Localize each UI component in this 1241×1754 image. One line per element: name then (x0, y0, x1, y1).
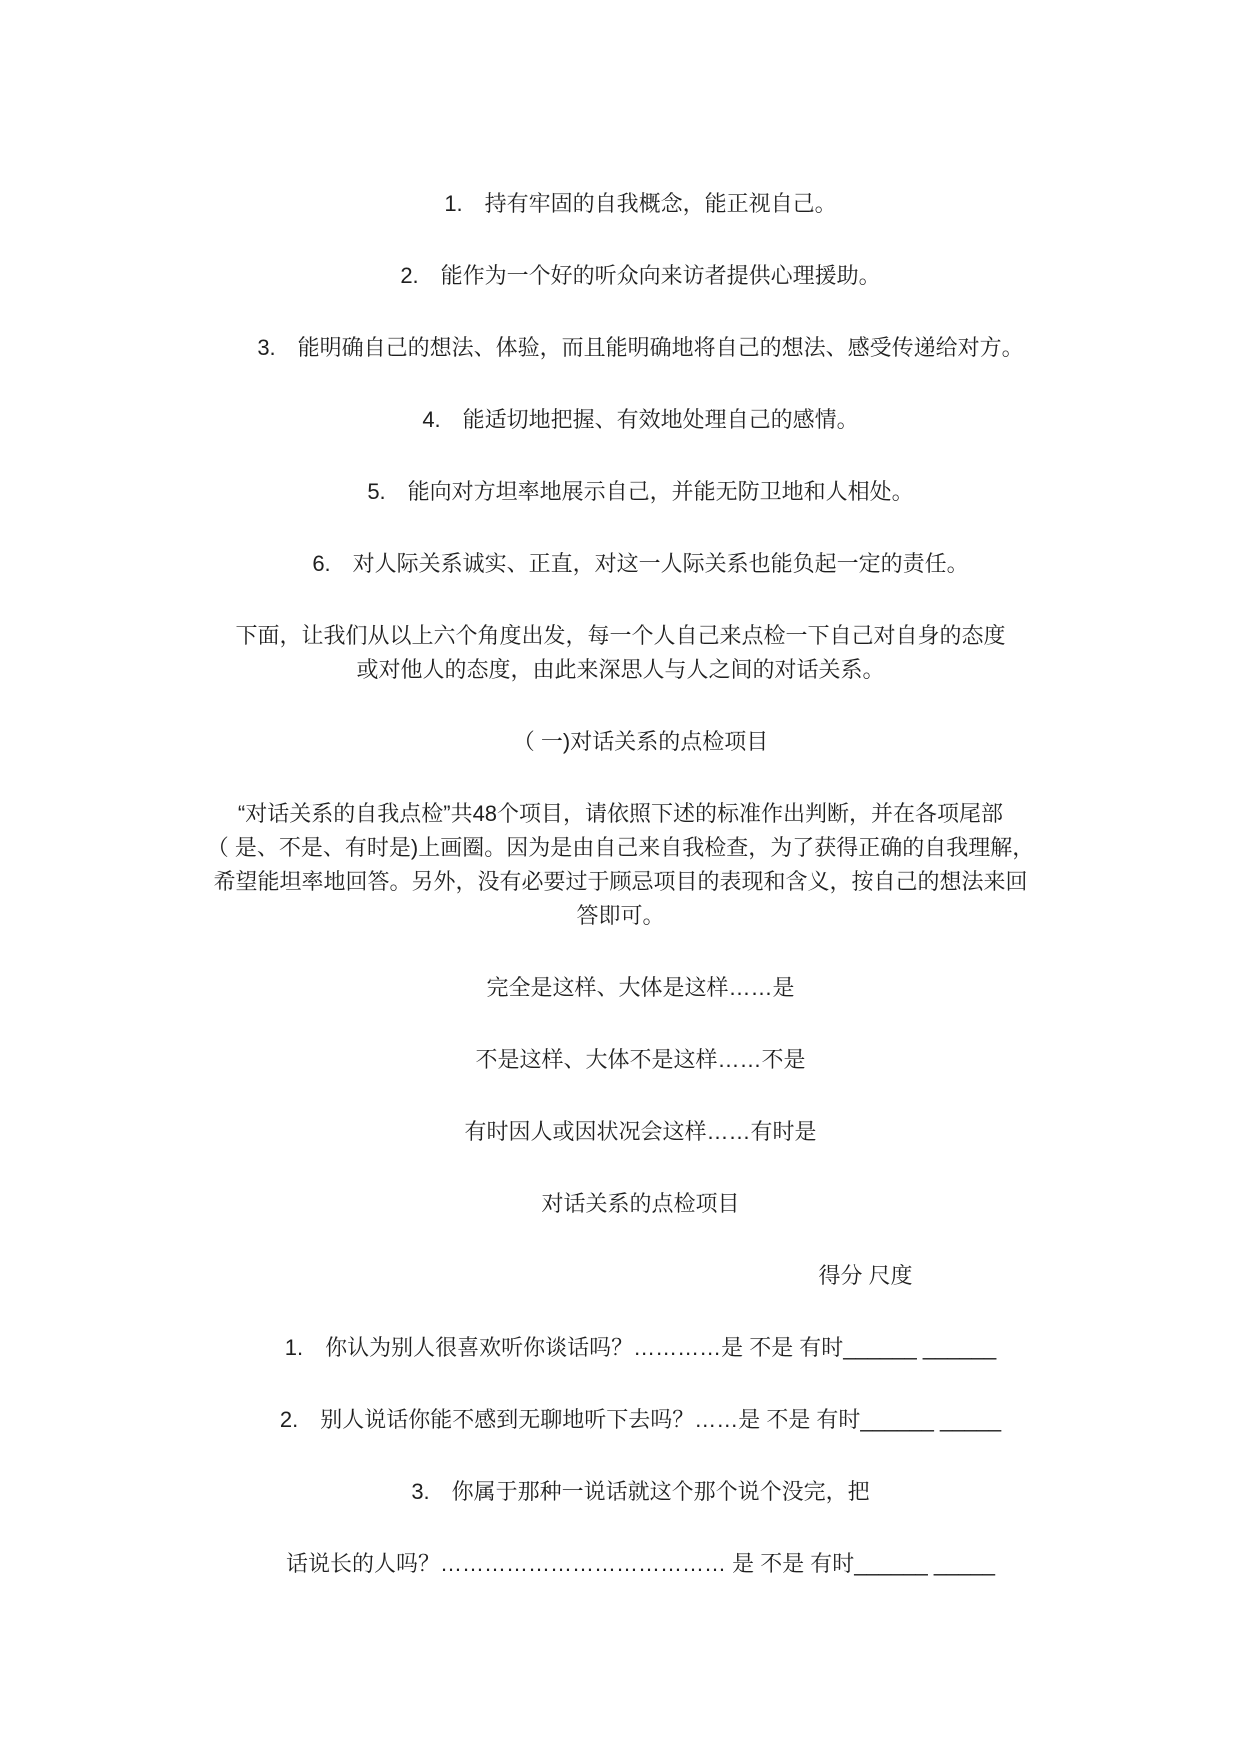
instructions-paragraph (181, 797, 1061, 933)
score-scale-header: 得分 尺度 (818, 1263, 913, 1288)
numbered-item-1: 1. 持有牢固的自我概念，能正视自己。 (444, 191, 837, 216)
scale-legend-yes: 完全是这样、大体是这样……是 (486, 975, 795, 1000)
instructions-line-2: （ 是、不是、有时是)上画圈。因为是由自己来自我检查，为了获得正确的自我理解， (206, 835, 1035, 860)
scale-legend-sometimes: 有时因人或因状况会这样……有时是 (464, 1119, 817, 1144)
question-3-line-1: 3. 你属于那种一说话就这个那个说个没完，把 (411, 1479, 870, 1504)
numbered-item-4: 4. 能适切地把握、有效地处理自己的感情。 (422, 407, 859, 432)
question-1: 1. 你认为别人很喜欢听你谈话吗？…………是 不是 有时______ ______ (284, 1335, 997, 1360)
section-heading: （ 一)对话关系的点检项目 (512, 729, 769, 754)
instructions-line-4: 答即可。 (576, 903, 665, 928)
intro-line-2: 或对他人的态度，由此来深思人与人之间的对话关系。 (356, 657, 885, 682)
numbered-item-5: 5. 能向对方坦率地展示自己，并能无防卫地和人相处。 (367, 479, 914, 504)
checklist-title: 对话关系的点检项目 (541, 1191, 740, 1216)
question-2: 2. 别人说话你能不感到无聊地听下去吗？……是 不是 有时______ _____ (279, 1407, 1002, 1432)
instructions-line-3: 希望能坦率地回答。另外，没有必要过于顾忌项目的表现和含义，按自己的想法来回 (213, 869, 1028, 894)
numbered-item-6: 6. 对人际关系诚实、正直，对这一人际关系也能负起一定的责任。 (312, 551, 969, 576)
question-3-line-2: 话说长的人吗？………………………………… 是 不是 有时______ _____ (285, 1551, 996, 1576)
instructions-line-1: “对话关系的自我点检”共48个项目，请依照下述的标准作出判断，并在各项尾部 (237, 801, 1004, 826)
document-content (181, 0, 1061, 1581)
intro-line-1: 下面，让我们从以上六个角度出发，每一个人自己来点检一下自己对自身的态度 (235, 623, 1006, 648)
intro-paragraph (181, 619, 1061, 687)
numbered-item-2: 2. 能作为一个好的听众向来访者提供心理援助。 (400, 263, 881, 288)
scale-legend-no: 不是这样、大体不是这样……不是 (475, 1047, 806, 1072)
numbered-item-3: 3. 能明确自己的想法、体验，而且能明确地将自己的想法、感受传递给对方。 (257, 335, 1024, 360)
